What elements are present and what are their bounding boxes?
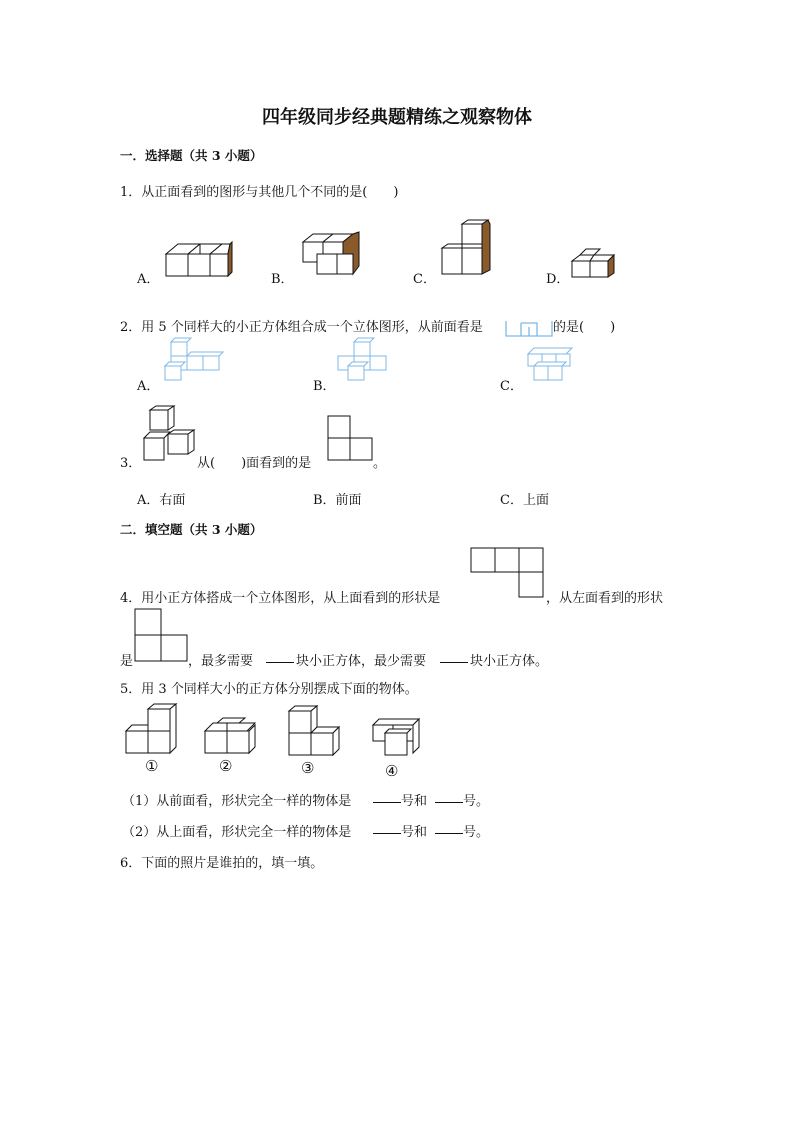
q5-sub2-a: （2）从上面看，形状完全一样的物体是 <box>122 825 352 840</box>
question-2-text-before: 2．用 5 个同样大的小正方体组合成一个立体图形，从前面看是 <box>120 320 483 335</box>
q5-label-2: ② <box>219 757 233 775</box>
question-3-text: 从( )面看到的是 <box>197 456 312 471</box>
q4-blank-max[interactable] <box>266 650 294 663</box>
q1-option-b-figure <box>301 230 363 280</box>
q1-option-a-label: A． <box>137 272 160 287</box>
q5-sub1-a: （1）从前面看，形状完全一样的物体是 <box>122 794 352 809</box>
q2-option-b-label: B． <box>313 379 336 394</box>
q5-sub1-c: 号。 <box>463 794 490 809</box>
section-heading-fill: 二．填空题（共 3 小题） <box>120 522 263 537</box>
q5-object-1-figure <box>124 703 180 757</box>
question-3-end: 。 <box>373 456 387 471</box>
q5-label-1: ① <box>145 757 159 775</box>
q5-sub2-blank-1[interactable] <box>373 821 401 834</box>
q1-option-c-figure <box>440 218 496 280</box>
q1-option-b-label: B． <box>271 272 294 287</box>
q2-option-a-figure <box>163 340 221 384</box>
q2-option-c-label: C． <box>500 379 523 394</box>
q5-sub2-b: 号和 <box>401 825 428 840</box>
question-4-line2-c: 块小正方体，最少需要 <box>296 654 427 669</box>
q3-option-a: A．右面 <box>137 493 186 508</box>
q5-object-4-figure <box>369 717 425 761</box>
q1-option-a-figure <box>164 236 234 280</box>
q4-top-view-figure <box>470 547 546 599</box>
q2-option-a-label: A． <box>137 379 160 394</box>
question-6-text: 6．下面的照片是谁拍的，填一填。 <box>120 856 324 871</box>
section-heading-choice: 一．选择题（共 3 小题） <box>120 148 263 163</box>
q5-sub1-b: 号和 <box>401 794 428 809</box>
question-3-number: 3． <box>120 456 142 471</box>
q3-option-c: C．上面 <box>500 493 549 508</box>
q5-object-2-figure <box>203 717 259 757</box>
q3-view-figure <box>327 415 373 461</box>
q2-option-c-figure <box>522 346 578 384</box>
q5-sub1-blank-1[interactable] <box>373 790 401 803</box>
q5-object-3-figure <box>287 705 343 759</box>
q1-option-c-label: C． <box>413 272 436 287</box>
q1-option-d-figure <box>570 245 616 281</box>
q4-blank-min[interactable] <box>440 650 468 663</box>
question-5-text: 5．用 3 个同样大小的正方体分别摆成下面的物体。 <box>120 682 418 697</box>
q5-label-4: ④ <box>385 762 399 780</box>
page-title: 四年级同步经典题精练之观察物体 <box>262 107 532 128</box>
q5-sub2-c: 号。 <box>463 825 490 840</box>
q5-sub1-blank-2[interactable] <box>435 790 463 803</box>
question-4-line2-b: ，最多需要 <box>188 654 254 669</box>
question-2-text-after: 的是( ) <box>553 320 616 335</box>
question-4-line2-d: 块小正方体。 <box>470 654 549 669</box>
q3-solid-figure <box>140 406 196 462</box>
q5-label-3: ③ <box>301 759 315 777</box>
q4-left-view-figure <box>134 608 188 662</box>
question-4-line2-a: 是 <box>120 654 134 669</box>
q5-sub2-blank-2[interactable] <box>435 821 463 834</box>
question-1-text: 1．从正面看到的图形与其他几个不同的是( ) <box>120 185 399 200</box>
q2-front-view-figure <box>505 320 553 338</box>
q1-option-d-label: D． <box>546 272 570 287</box>
question-4-line1-before: 4．用小正方体搭成一个立体图形，从上面看到的形状是 <box>120 591 441 606</box>
q2-option-b-figure <box>336 340 392 384</box>
question-4-line1-after: ，从左面看到的形状 <box>546 591 664 606</box>
q3-option-b: B．前面 <box>313 493 362 508</box>
